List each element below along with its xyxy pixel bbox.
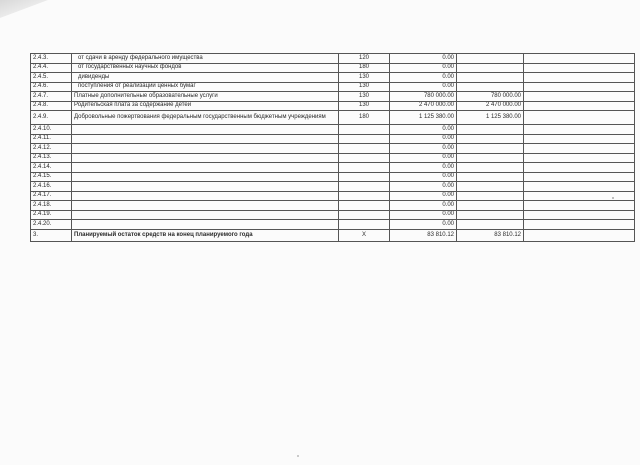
table-row	[31, 210, 635, 220]
row-total: 0.00	[390, 220, 457, 230]
row-code: 2.4.11.	[31, 134, 72, 144]
row-name: от сдачи в аренду федерального имущества	[72, 54, 339, 64]
row-code: 2.4.17.	[31, 191, 72, 201]
row-subsidy	[457, 220, 524, 230]
row-name	[72, 201, 339, 211]
row-subsidy: 2 470 000.00	[457, 101, 524, 111]
row-extra	[524, 63, 635, 73]
row-kbk	[339, 191, 390, 201]
row-total: 780 000.00	[390, 92, 457, 102]
row-subsidy	[457, 134, 524, 144]
row-extra	[524, 82, 635, 92]
row-code: 2.4.7.	[31, 92, 72, 102]
row-name	[72, 153, 339, 163]
table-row	[31, 182, 635, 192]
row-total: 0.00	[390, 210, 457, 220]
row-code: 2.4.5.	[31, 73, 72, 83]
table-row	[31, 101, 635, 111]
row-name	[72, 220, 339, 230]
row-code: 2.4.14.	[31, 163, 72, 173]
row-total: 0.00	[390, 163, 457, 173]
table-row	[31, 63, 635, 73]
row-name: Платные дополнительные образовательные услуги	[72, 92, 339, 102]
row-kbk	[339, 134, 390, 144]
row-total: 0.00	[390, 134, 457, 144]
row-extra	[524, 54, 635, 64]
row-subsidy	[457, 163, 524, 173]
table-row	[31, 111, 635, 125]
row-subsidy	[457, 82, 524, 92]
row-name: Родительская плата за содержание детей	[72, 101, 339, 111]
row-subsidy	[457, 201, 524, 211]
row-code: 2.4.4.	[31, 63, 72, 73]
row-kbk	[339, 210, 390, 220]
row-kbk	[339, 144, 390, 154]
row-code: 2.4.18.	[31, 201, 72, 211]
table-row	[31, 163, 635, 173]
row-extra	[524, 182, 635, 192]
row-name: Планируемый остаток средств на конец планируемого года	[72, 229, 339, 241]
row-kbk	[339, 153, 390, 163]
scan-speck	[612, 197, 614, 199]
row-code: 2.4.19.	[31, 210, 72, 220]
row-extra	[524, 92, 635, 102]
row-extra	[524, 191, 635, 201]
row-kbk: 120	[339, 54, 390, 64]
row-extra	[524, 210, 635, 220]
row-extra	[524, 201, 635, 211]
row-code: 2.4.8.	[31, 101, 72, 111]
table-row	[31, 153, 635, 163]
scan-speck	[297, 455, 299, 457]
row-total: 0.00	[390, 73, 457, 83]
row-name	[72, 144, 339, 154]
table-row	[31, 134, 635, 144]
row-extra	[524, 163, 635, 173]
row-subsidy: 780 000.00	[457, 92, 524, 102]
row-subsidy: 83 810.12	[457, 229, 524, 241]
table-row	[31, 220, 635, 230]
row-extra	[524, 172, 635, 182]
row-code: 2.4.6.	[31, 82, 72, 92]
row-subsidy	[457, 210, 524, 220]
row-extra	[524, 220, 635, 230]
row-name: от государственных научных фондов	[72, 63, 339, 73]
table-row	[31, 92, 635, 102]
row-total: 83 810.12	[390, 229, 457, 241]
row-kbk	[339, 182, 390, 192]
row-extra	[524, 125, 635, 135]
table-row	[31, 201, 635, 211]
row-kbk: X	[339, 229, 390, 241]
row-code: 2.4.3.	[31, 54, 72, 64]
row-name	[72, 163, 339, 173]
row-name	[72, 191, 339, 201]
row-extra	[524, 101, 635, 111]
row-extra	[524, 134, 635, 144]
table-row	[31, 82, 635, 92]
row-kbk	[339, 201, 390, 211]
row-kbk	[339, 220, 390, 230]
row-code: 3.	[31, 229, 72, 241]
row-code: 2.4.9.	[31, 111, 72, 125]
row-subsidy	[457, 172, 524, 182]
row-total: 1 125 380.00	[390, 111, 457, 125]
row-kbk	[339, 172, 390, 182]
table-row-final-balance	[31, 229, 635, 241]
row-name	[72, 182, 339, 192]
row-subsidy	[457, 191, 524, 201]
row-subsidy	[457, 125, 524, 135]
table-row	[31, 125, 635, 135]
row-kbk: 130	[339, 92, 390, 102]
row-code: 2.4.12.	[31, 144, 72, 154]
row-total: 0.00	[390, 201, 457, 211]
row-subsidy	[457, 54, 524, 64]
financial-plan-table	[30, 53, 635, 242]
row-subsidy	[457, 144, 524, 154]
row-extra	[524, 111, 635, 125]
row-extra	[524, 229, 635, 241]
row-total: 0.00	[390, 144, 457, 154]
row-total: 0.00	[390, 153, 457, 163]
row-total: 0.00	[390, 172, 457, 182]
table-row	[31, 172, 635, 182]
row-extra	[524, 153, 635, 163]
row-name: дивиденды	[72, 73, 339, 83]
row-name	[72, 172, 339, 182]
row-total: 0.00	[390, 82, 457, 92]
row-subsidy: 1 125 380.00	[457, 111, 524, 125]
row-kbk	[339, 125, 390, 135]
row-total: 0.00	[390, 125, 457, 135]
row-subsidy	[457, 63, 524, 73]
row-name	[72, 210, 339, 220]
row-subsidy	[457, 73, 524, 83]
row-kbk: 180	[339, 111, 390, 125]
row-code: 2.4.10.	[31, 125, 72, 135]
row-subsidy	[457, 153, 524, 163]
row-total: 0.00	[390, 54, 457, 64]
table-row	[31, 144, 635, 154]
scan-corner-shadow	[0, 0, 48, 18]
row-name: поступления от реализации ценных бумаг	[72, 82, 339, 92]
row-total: 2 470 000.00	[390, 101, 457, 111]
row-extra	[524, 73, 635, 83]
row-code: 2.4.20.	[31, 220, 72, 230]
row-subsidy	[457, 182, 524, 192]
table-row	[31, 191, 635, 201]
row-total: 0.00	[390, 182, 457, 192]
row-name	[72, 134, 339, 144]
row-name: Добровольные пожертвования федеральным государственным бюджетным учреждениям	[72, 111, 339, 125]
row-kbk	[339, 163, 390, 173]
table-row	[31, 54, 635, 64]
row-kbk: 180	[339, 63, 390, 73]
row-code: 2.4.16.	[31, 182, 72, 192]
row-extra	[524, 144, 635, 154]
table-row	[31, 73, 635, 83]
row-total: 0.00	[390, 63, 457, 73]
row-kbk: 130	[339, 82, 390, 92]
row-kbk: 130	[339, 101, 390, 111]
row-kbk: 130	[339, 73, 390, 83]
row-name	[72, 125, 339, 135]
row-code: 2.4.13.	[31, 153, 72, 163]
row-code: 2.4.15.	[31, 172, 72, 182]
row-total: 0.00	[390, 191, 457, 201]
